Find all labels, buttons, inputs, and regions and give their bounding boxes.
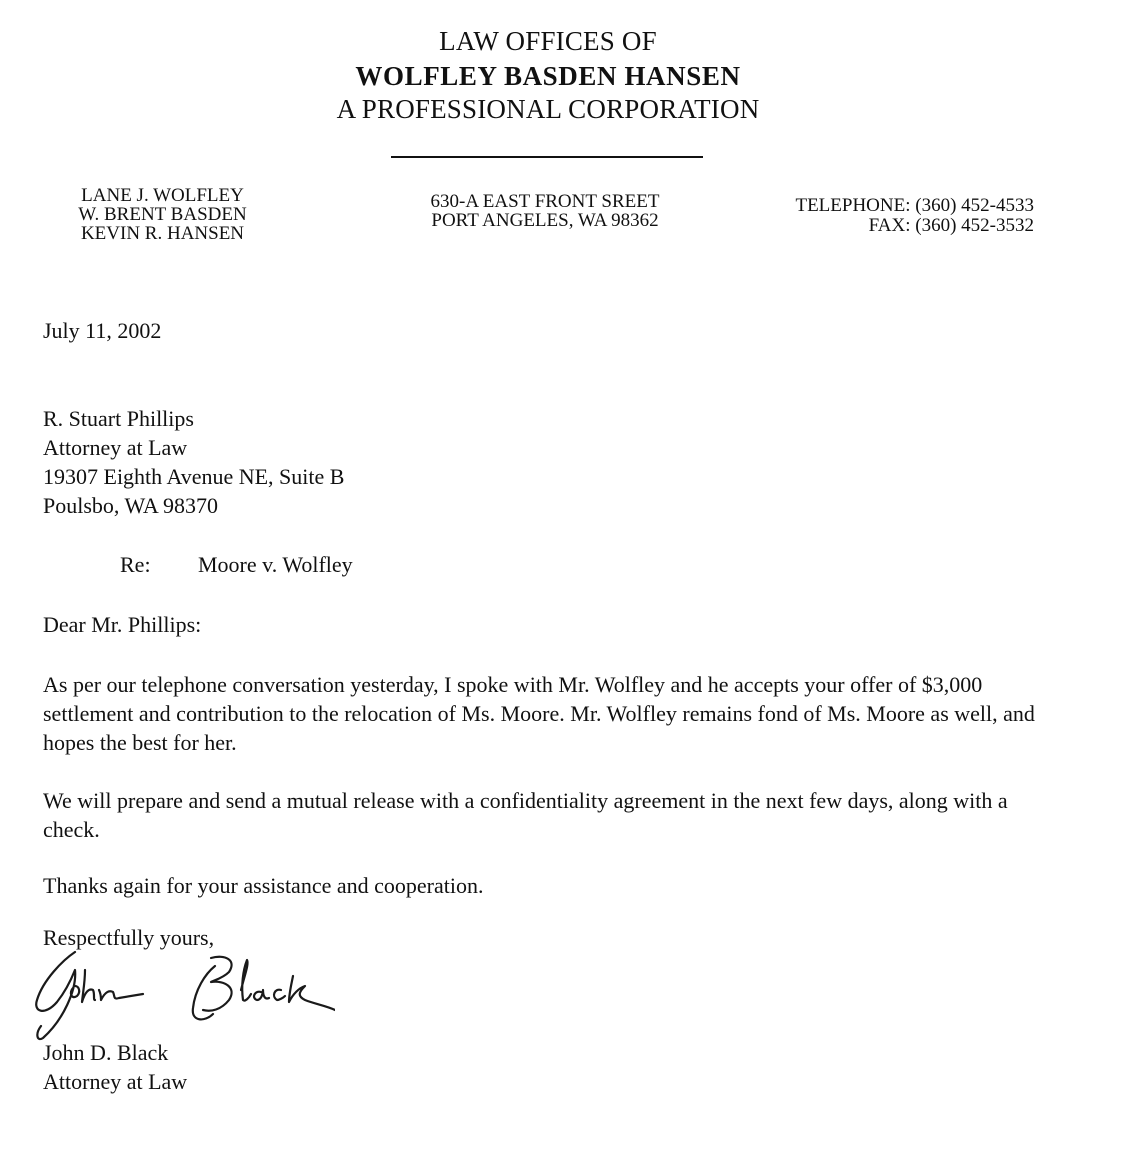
partner-name: W. BRENT BASDEN (78, 204, 247, 225)
letterhead-divider (391, 156, 703, 158)
handwritten-signature (15, 930, 335, 1045)
letterhead-line3: A PROFESSIONAL CORPORATION (336, 94, 760, 124)
signer-name: John D. Black (43, 1040, 169, 1065)
recipient-line: 19307 Eighth Avenue NE, Suite B (43, 464, 345, 489)
closing: Respectfully yours, (43, 925, 215, 950)
letterhead-line1: LAW OFFICES OF (439, 26, 657, 56)
re-subject: Moore v. Wolfley (198, 552, 353, 577)
partners-list (40, 186, 285, 243)
body-paragraph: As per our telephone conversation yesterday, I spoke with Mr. Wolfley and he accepts your offer of $3,000 settlement and contribution to the relocation of Ms. Moore. Mr. Wolfley remains fond of Ms. Moore as well, and hopes the best for her. (43, 672, 1035, 755)
recipient-block (43, 404, 344, 520)
recipient-line: Poulsbo, WA 98370 (43, 493, 219, 518)
fax: FAX: (360) 452-3532 (868, 215, 1034, 236)
recipient-line: R. Stuart Phillips (43, 406, 194, 431)
office-contact (700, 196, 1034, 236)
firm-name: WOLFLEY BASDEN HANSEN (355, 61, 741, 91)
address-line2: PORT ANGELES, WA 98362 (431, 210, 659, 231)
recipient-line: Attorney at Law (43, 435, 188, 460)
re-label: Re: (120, 552, 151, 577)
office-address (380, 192, 710, 230)
body-paragraph: Thanks again for your assistance and cooperation. (43, 873, 484, 898)
telephone: TELEPHONE: (360) 452-4533 (795, 195, 1034, 216)
partner-name: KEVIN R. HANSEN (80, 223, 245, 244)
partner-name: LANE J. WOLFLEY (81, 185, 244, 206)
salutation: Dear Mr. Phillips: (43, 612, 202, 637)
letter-date: July 11, 2002 (43, 318, 162, 343)
body-paragraph: We will prepare and send a mutual release with a confidentiality agreement in the next few days, along with a check. (43, 788, 1008, 842)
address-line1: 630-A EAST FRONT SREET (430, 191, 660, 212)
signer-title: Attorney at Law (43, 1069, 188, 1094)
